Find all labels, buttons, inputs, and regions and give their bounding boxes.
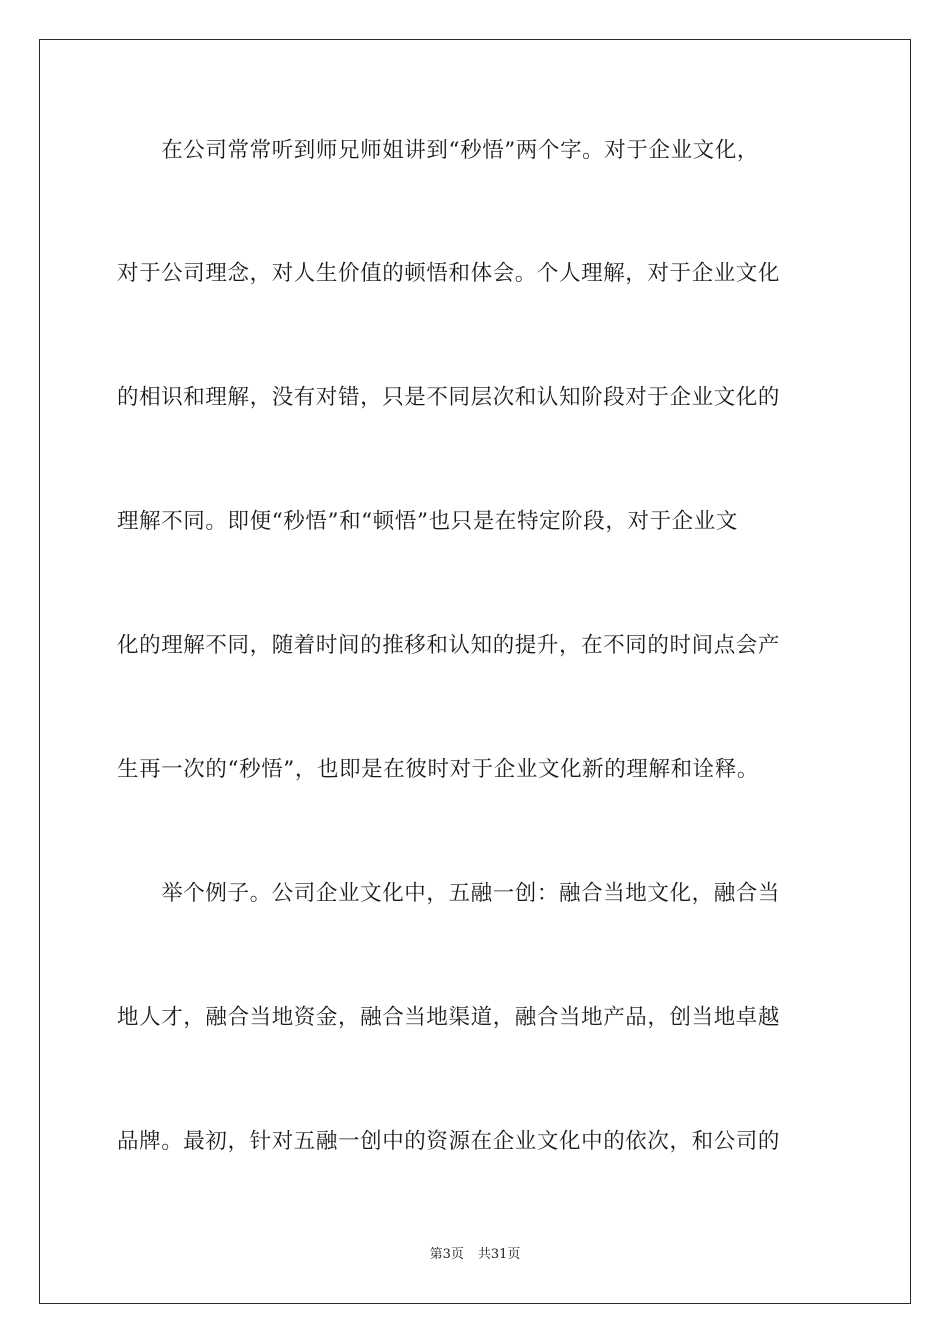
text-line: 品牌。最初，针对五融一创中的资源在企业文化中的依次，和公司的 [117,1129,781,1154]
text-line: 生再一次的“秒悟”，也即是在彼时对于企业文化新的理解和诠释。 [117,757,759,782]
page-border [39,39,911,1304]
text-line: 举个例子。公司企业文化中，五融一创：融合当地文化，融合当 [117,881,781,906]
page-number: 第3页 [429,1247,464,1262]
text-line: 在公司常常听到师兄师姐讲到“秒悟”两个字。对于企业文化， [117,138,759,163]
text-line: 的相识和理解，没有对错，只是不同层次和认知阶段对于企业文化的 [117,385,781,410]
text-line: 地人才，融合当地资金，融合当地渠道，融合当地产品，创当地卓越 [117,1005,781,1030]
text-line: 理解不同。即便“秒悟”和“顿悟”也只是在特定阶段，对于企业文 [117,509,738,534]
page-total: 共31页 [477,1247,521,1262]
text-line: 对于公司理念，对人生价值的顿悟和体会。个人理解，对于企业文化 [117,261,781,286]
text-line: 化的理解不同，随着时间的推移和认知的提升，在不同的时间点会产 [117,633,781,658]
page-footer [0,1246,950,1264]
